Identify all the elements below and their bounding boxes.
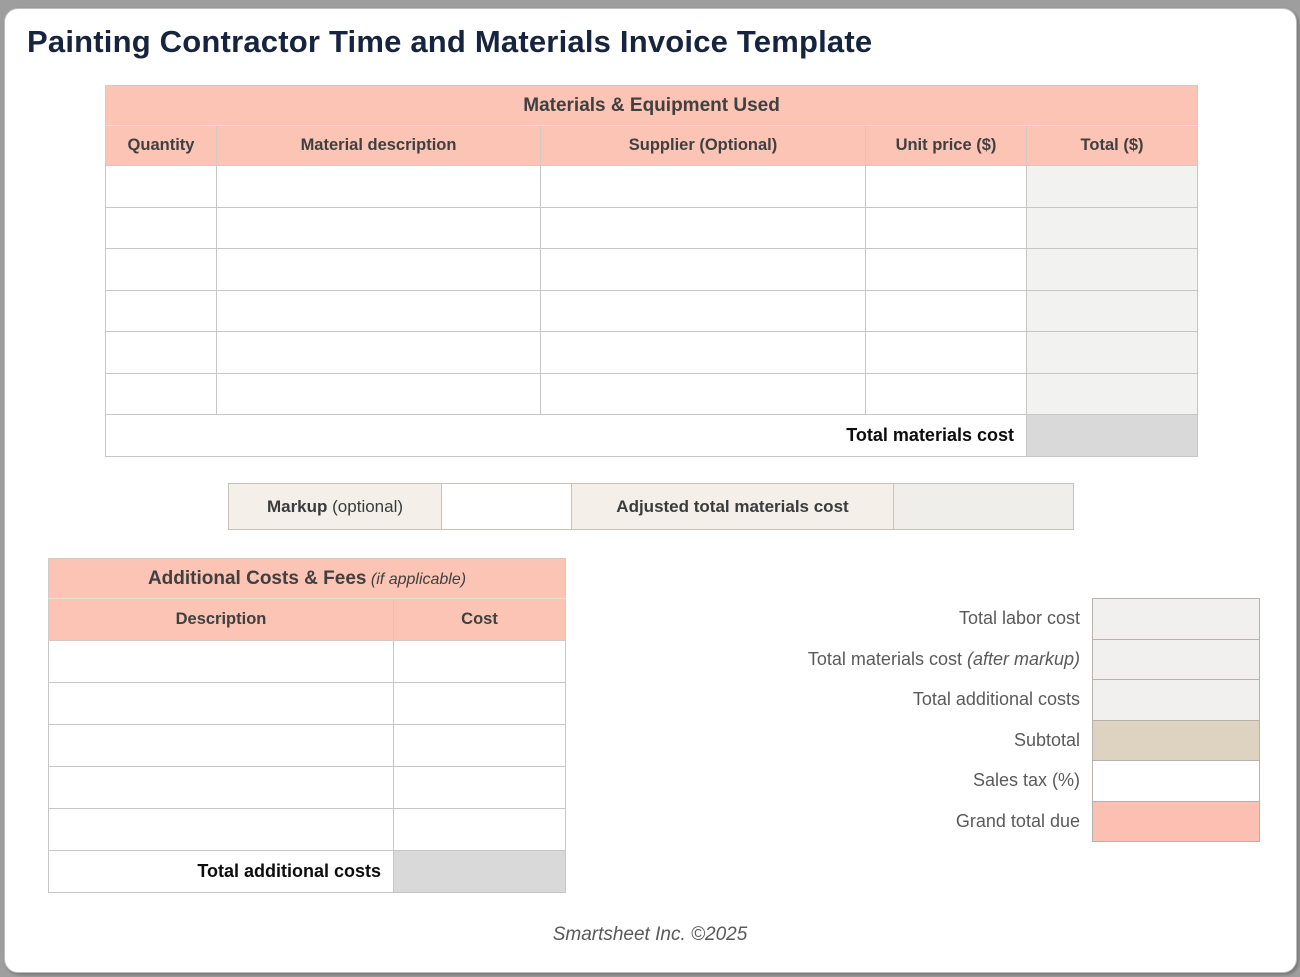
additional-row [49,683,566,725]
summary-value-cell[interactable] [1092,679,1260,721]
materials-total-value-cell[interactable] [1027,415,1198,457]
additional-row [49,767,566,809]
summary-value-cell[interactable] [1092,801,1260,843]
additional-total-label: Total additional costs [49,851,394,893]
summary-value-cell[interactable] [1092,639,1260,681]
footer-credit: Smartsheet Inc. ©2025 [552,924,748,945]
materials-cell[interactable] [541,249,866,291]
additional-total-row [49,851,566,893]
materials-cell[interactable] [541,207,866,249]
summary-label-italic: (after markup) [966,648,1080,669]
additional-row [49,725,566,767]
materials-row [106,332,1198,374]
materials-cell[interactable] [866,249,1027,291]
additional-cell[interactable] [49,683,394,725]
materials-column-header: Total ($) [1027,126,1198,166]
summary-value-cell[interactable] [1092,598,1260,640]
materials-total-row [106,415,1198,457]
summary-row [640,801,1260,843]
markup-label: Markup (optional) [228,483,442,530]
materials-row [106,166,1198,208]
materials-cell[interactable] [1027,290,1198,332]
summary-row [640,639,1260,681]
additional-costs-table-title: Additional Costs & Fees (if applicable) [49,559,566,599]
summary-label [640,720,1092,762]
materials-cell[interactable] [217,249,541,291]
materials-cell[interactable] [541,332,866,374]
materials-cell[interactable] [1027,373,1198,415]
summary-row [640,720,1260,762]
summary-row [640,679,1260,721]
additional-cell[interactable] [49,641,394,683]
summary-label [640,639,1092,681]
additional-column-header: Cost [394,599,566,641]
materials-cell[interactable] [866,166,1027,208]
materials-row [106,249,1198,291]
materials-cell[interactable] [541,373,866,415]
materials-cell[interactable] [217,332,541,374]
additional-column-header-row [49,599,566,641]
additional-cell[interactable] [394,809,566,851]
materials-cell[interactable] [106,332,217,374]
materials-total-label: Total materials cost [106,415,1027,457]
markup-row [228,483,1074,530]
materials-cell[interactable] [217,290,541,332]
summary-label-text: Total materials cost [807,648,967,669]
summary-label-text: Sales tax (%) [972,770,1080,791]
materials-cell[interactable] [866,332,1027,374]
additional-row [49,641,566,683]
materials-column-header: Quantity [106,126,217,166]
adjusted-total-materials-label: Adjusted total materials cost [571,483,894,530]
materials-cell[interactable] [541,290,866,332]
materials-cell[interactable] [866,290,1027,332]
materials-cell[interactable] [1027,207,1198,249]
materials-row [106,207,1198,249]
materials-column-header: Material description [217,126,541,166]
summary-label [640,760,1092,802]
materials-cell[interactable] [1027,249,1198,291]
additional-cell[interactable] [49,767,394,809]
materials-row [106,373,1198,415]
materials-cell[interactable] [106,373,217,415]
materials-column-header-row [106,126,1198,166]
summary-value-cell[interactable] [1092,720,1260,762]
additional-cell[interactable] [394,767,566,809]
additional-cell[interactable] [49,725,394,767]
materials-cell[interactable] [106,166,217,208]
materials-row [106,290,1198,332]
summary-row [640,598,1260,640]
additional-cell[interactable] [49,809,394,851]
summary-label-text: Grand total due [955,810,1080,831]
additional-cell[interactable] [394,641,566,683]
additional-total-value-cell[interactable] [394,851,566,893]
adjusted-total-materials-value-cell[interactable] [893,483,1074,530]
additional-column-header: Description [49,599,394,641]
summary-label [640,598,1092,640]
summary-row [640,760,1260,802]
materials-cell[interactable] [217,207,541,249]
materials-column-header: Supplier (Optional) [541,126,866,166]
summary-label [640,801,1092,843]
summary-label [640,679,1092,721]
summary-block [640,598,1260,842]
additional-cell[interactable] [394,683,566,725]
materials-cell[interactable] [106,290,217,332]
materials-cell[interactable] [866,373,1027,415]
materials-cell[interactable] [217,166,541,208]
materials-table-title: Materials & Equipment Used [106,86,1198,126]
page-title: Painting Contractor Time and Materials Invoice Template [27,24,873,59]
materials-column-header: Unit price ($) [866,126,1027,166]
materials-cell[interactable] [106,249,217,291]
materials-table [105,85,1198,457]
materials-cell[interactable] [541,166,866,208]
summary-label-text: Subtotal [1013,729,1080,750]
materials-cell[interactable] [106,207,217,249]
additional-row [49,809,566,851]
materials-cell[interactable] [217,373,541,415]
materials-cell[interactable] [1027,332,1198,374]
summary-value-cell[interactable] [1092,760,1260,802]
summary-label-text: Total additional costs [912,689,1080,710]
additional-cell[interactable] [394,725,566,767]
additional-costs-table [48,558,566,893]
materials-cell[interactable] [866,207,1027,249]
materials-cell[interactable] [1027,166,1198,208]
markup-value-cell[interactable] [441,483,572,530]
summary-label-text: Total labor cost [958,608,1080,629]
